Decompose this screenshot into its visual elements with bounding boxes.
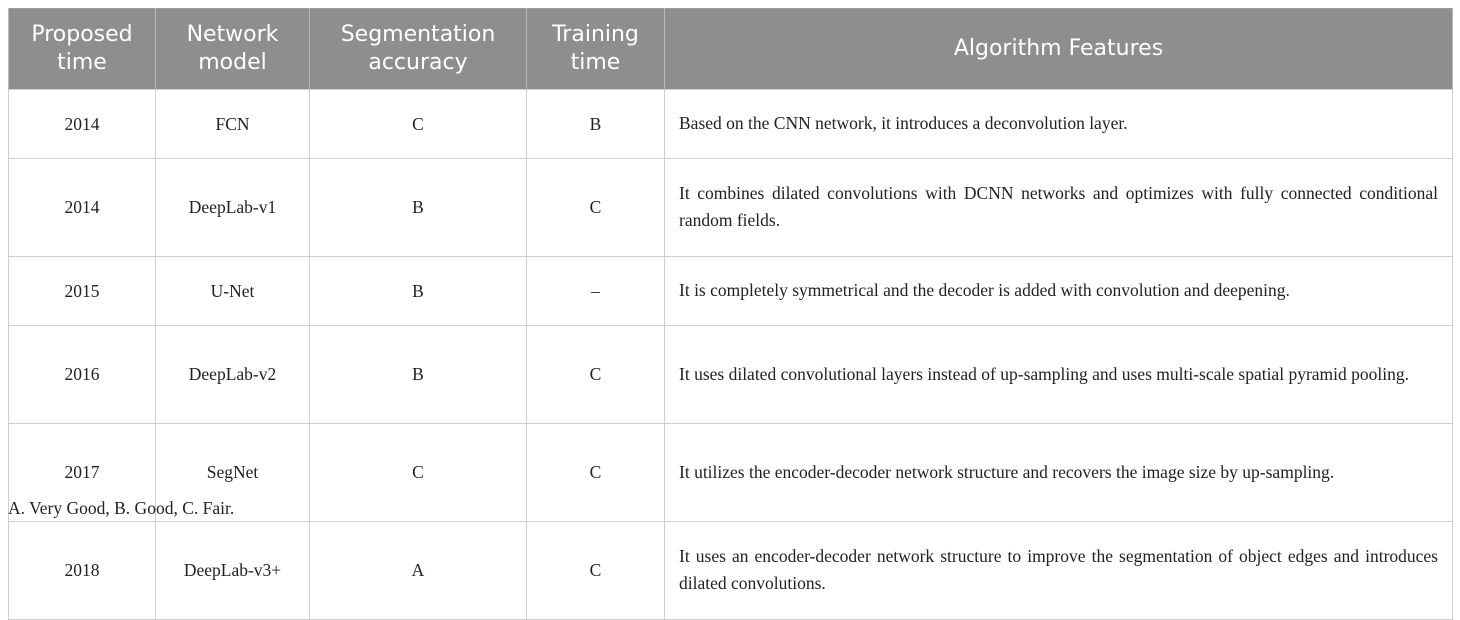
cell-features: It uses an encoder-decoder network structure to improve the segmentation of object edges and introduces dilated convolutions. [665,522,1453,620]
cell-training-time: C [527,424,665,522]
header-algorithm-features: Algorithm Features [665,9,1453,90]
cell-year: 2018 [9,522,156,620]
header-segmentation-accuracy: Segmentation accuracy [310,9,527,90]
cell-training-time: C [527,522,665,620]
comparison-table [8,8,1453,620]
header-network-model: Network model [156,9,310,90]
cell-year: 2016 [9,326,156,424]
cell-model: FCN [156,90,310,159]
cell-training-time: – [527,257,665,326]
header-proposed-time: Proposed time [9,9,156,90]
cell-features: It utilizes the encoder-decoder network structure and recovers the image size by up-sampling. [665,424,1453,522]
cell-features: It is completely symmetrical and the decoder is added with convolution and deepening. [665,257,1453,326]
cell-model: U-Net [156,257,310,326]
cell-year: 2014 [9,90,156,159]
table-header [9,9,1453,90]
cell-features: Based on the CNN network, it introduces a deconvolution layer. [665,90,1453,159]
cell-year: 2015 [9,257,156,326]
cell-year: 2014 [9,159,156,257]
table-row [9,326,1453,424]
comparison-table-container [8,8,1452,620]
cell-model: DeepLab-v2 [156,326,310,424]
table-body [9,90,1453,620]
cell-accuracy: B [310,257,527,326]
cell-year: 2017 [9,424,156,522]
header-training-time: Training time [527,9,665,90]
cell-accuracy: C [310,424,527,522]
table-row [9,159,1453,257]
cell-model: DeepLab-v3+ [156,522,310,620]
cell-features: It combines dilated convolutions with DCNN networks and optimizes with fully connected conditional random fields. [665,159,1453,257]
cell-features: It uses dilated convolutional layers instead of up-sampling and uses multi-scale spatial pyramid pooling. [665,326,1453,424]
header-row [9,9,1453,90]
table-row [9,90,1453,159]
table-row [9,257,1453,326]
cell-accuracy: C [310,90,527,159]
cell-training-time: B [527,90,665,159]
cell-accuracy: B [310,159,527,257]
cell-model: SegNet [156,424,310,522]
cell-training-time: C [527,326,665,424]
cell-training-time: C [527,159,665,257]
cell-accuracy: B [310,326,527,424]
cell-accuracy: A [310,522,527,620]
cell-model: DeepLab-v1 [156,159,310,257]
table-footnote: A. Very Good, B. Good, C. Fair. [8,498,235,518]
table-row [9,522,1453,620]
